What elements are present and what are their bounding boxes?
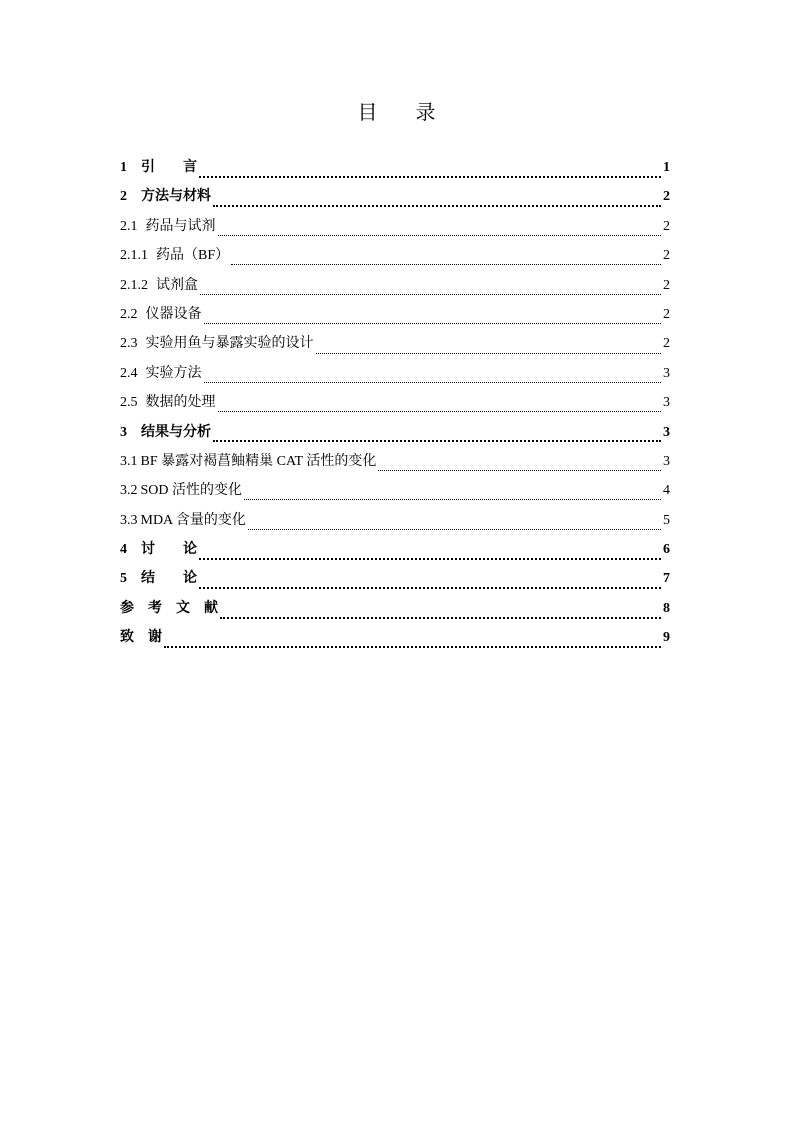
toc-entry[interactable] xyxy=(120,418,670,447)
toc-entry-number: 3 xyxy=(120,424,127,440)
toc-entry-number: 2.3 xyxy=(120,336,138,352)
toc-entry[interactable] xyxy=(120,300,670,329)
toc-entry[interactable] xyxy=(120,241,670,270)
toc-entry-label: 实验用鱼与暴露实验的设计 xyxy=(145,336,314,352)
toc-entry-page: 7 xyxy=(663,571,670,587)
toc-entry[interactable] xyxy=(120,564,670,593)
toc-dot-leader xyxy=(378,456,661,471)
toc-entry-page: 2 xyxy=(663,336,670,352)
toc-entry[interactable] xyxy=(120,182,670,211)
toc-entry-page: 1 xyxy=(663,160,670,175)
toc-entry-label: 实验方法 xyxy=(145,365,202,381)
toc-entry-label: 药品与试剂 xyxy=(145,218,216,234)
toc-entry-label: 结果与分析 xyxy=(141,424,211,440)
toc-entry-page: 5 xyxy=(663,512,670,528)
toc-dot-leader xyxy=(199,162,661,178)
toc-entry-label: 数据的处理 xyxy=(145,395,216,411)
toc-dot-leader xyxy=(316,339,662,354)
toc-entry[interactable] xyxy=(120,535,670,564)
toc-entry-page: 3 xyxy=(663,365,670,381)
toc-entry-page: 3 xyxy=(663,424,670,440)
toc-entry-number: 2.5 xyxy=(120,395,138,411)
toc-entry-number: 2 xyxy=(120,189,127,205)
toc-entry-page: 3 xyxy=(663,395,670,411)
toc-entry-page: 8 xyxy=(663,600,670,616)
toc-entry[interactable] xyxy=(120,447,670,476)
toc-list xyxy=(120,153,670,653)
toc-entry-label: 结 论 xyxy=(141,571,197,587)
toc-dot-leader xyxy=(213,191,661,207)
toc-entry-label: MDA 含量的变化 xyxy=(140,512,246,528)
toc-entry-page: 6 xyxy=(663,542,670,558)
toc-dot-leader xyxy=(220,603,661,619)
toc-entry[interactable] xyxy=(120,153,670,182)
toc-entry-number: 2.1 xyxy=(120,218,138,234)
toc-entry-label: 试剂盒 xyxy=(156,277,198,293)
toc-entry-label: 讨 论 xyxy=(141,542,197,558)
toc-entry-page: 3 xyxy=(663,453,670,469)
toc-entry-page: 2 xyxy=(663,218,670,234)
toc-entry-number: 2.1.2 xyxy=(120,277,148,293)
toc-entry[interactable] xyxy=(120,476,670,505)
toc-entry-number: 4 xyxy=(120,542,127,558)
toc-entry[interactable] xyxy=(120,594,670,623)
toc-dot-leader xyxy=(213,426,661,442)
toc-entry-number: 3.3 xyxy=(120,512,138,528)
toc-dot-leader xyxy=(204,368,662,383)
toc-entry-number: 3.1 xyxy=(120,453,138,469)
toc-dot-leader xyxy=(231,250,661,265)
toc-entry-label: 引 言 xyxy=(141,160,197,175)
toc-entry[interactable] xyxy=(120,388,670,417)
toc-entry[interactable] xyxy=(120,506,670,535)
toc-entry-page: 2 xyxy=(663,189,670,205)
toc-dot-leader xyxy=(199,544,661,560)
toc-entry-page: 2 xyxy=(663,248,670,264)
toc-entry-page: 2 xyxy=(663,306,670,322)
toc-dot-leader xyxy=(218,397,662,412)
toc-title xyxy=(0,96,793,125)
toc-entry-number: 1 xyxy=(120,160,127,175)
toc-entry-number: 2.2 xyxy=(120,306,138,322)
toc-entry-label: 方法与材料 xyxy=(141,189,211,205)
toc-entry-label: BF 暴露对褐菖鲉精巢 CAT 活性的变化 xyxy=(140,453,377,469)
toc-entry-page: 4 xyxy=(663,483,670,499)
toc-dot-leader xyxy=(218,221,662,236)
toc-dot-leader xyxy=(204,309,662,324)
toc-title-right: 录 xyxy=(415,102,436,124)
toc-title-left: 目 xyxy=(357,102,378,124)
toc-entry-number: 2.1.1 xyxy=(120,248,148,264)
toc-dot-leader xyxy=(199,573,661,589)
toc-entry-label: 仪器设备 xyxy=(145,306,202,322)
toc-entry[interactable] xyxy=(120,329,670,358)
toc-dot-leader xyxy=(244,485,661,500)
toc-entry-number: 2.4 xyxy=(120,365,138,381)
toc-dot-leader xyxy=(248,515,661,530)
toc-dot-leader xyxy=(200,280,661,295)
toc-entry-page: 2 xyxy=(663,277,670,293)
toc-entry-label: 致 谢 xyxy=(120,630,162,646)
toc-entry[interactable] xyxy=(120,271,670,300)
toc-entry-number: 5 xyxy=(120,571,127,587)
toc-entry-number: 3.2 xyxy=(120,483,138,499)
toc-entry[interactable] xyxy=(120,359,670,388)
toc-dot-leader xyxy=(164,632,661,648)
toc-entry[interactable] xyxy=(120,623,670,652)
toc-entry-page: 9 xyxy=(663,630,670,646)
toc-entry-label: 药品（BF） xyxy=(156,248,230,264)
toc-entry-label: 参 考 文 献 xyxy=(120,600,218,616)
toc-entry[interactable] xyxy=(120,212,670,241)
toc-entry-label: SOD 活性的变化 xyxy=(140,483,243,499)
